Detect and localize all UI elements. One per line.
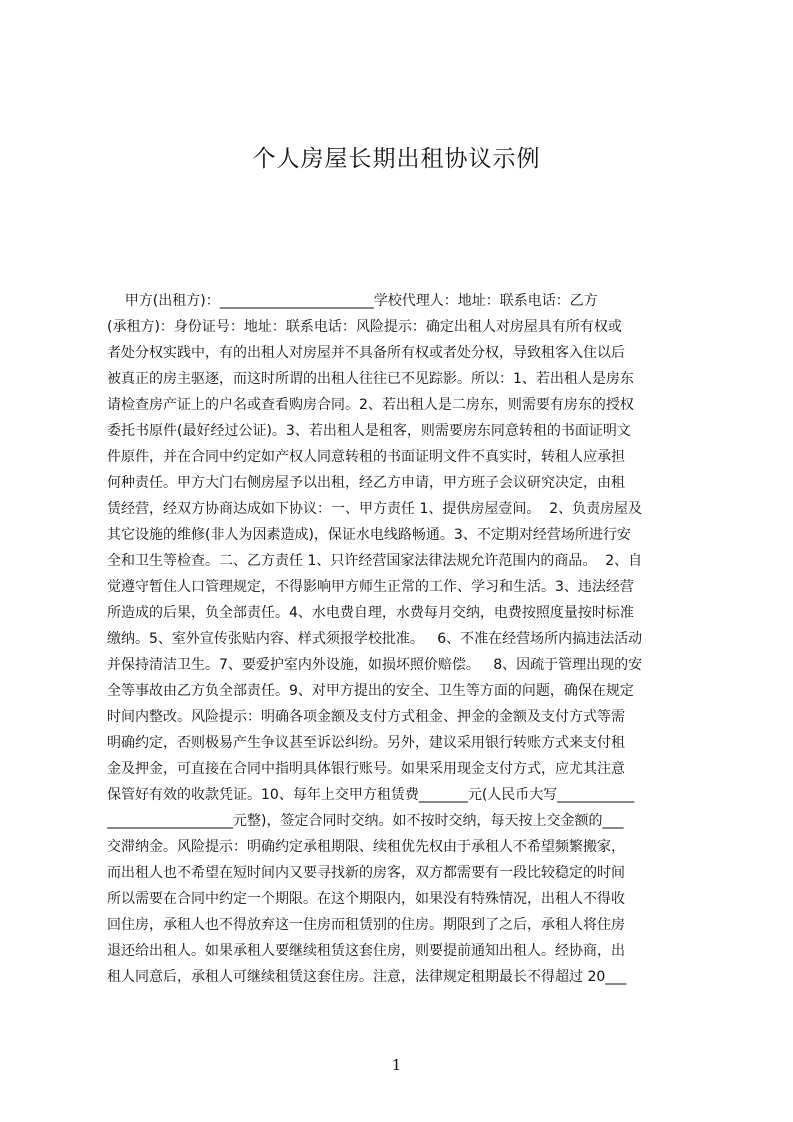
body-line: 全等事故由乙方负全部责任。9、对甲方提出的安全、卫生等方面的问题，确保在规定 <box>107 683 634 699</box>
body-line: 租人同意后，承租人可继续租赁这套住房。注意，法律规定租期最长不得超过 20___ <box>107 969 627 985</box>
body-line: __________________元整)，签定合同时交纳。如不按时交纳，每天按上交金额的___ <box>107 813 624 829</box>
body-line: 时间内整改。风险提示：明确各项金额及支付方式租金、押金的金额及支付方式等需 <box>107 709 625 725</box>
body-line: 何种责任。甲方大门右侧房屋予以出租，经乙方申请，甲方班子会议研究决定，由租 <box>107 475 625 491</box>
body-line: 觉遵守暂住人口管理规定，不得影响甲方师生正常的工作、学习和生活。3、违法经营 <box>107 579 634 595</box>
body-line: 委托书原件(最好经过公证)。3、若出租人是租客，则需要房东同意转租的书面证明文 <box>107 423 631 439</box>
body-line: 甲方(出租方)：______________________学校代理人：地址：联系电话：乙方 <box>107 293 598 309</box>
body-line: 被真正的房主驱逐，而这时所谓的出租人往往已不见踪影。所以：1、若出租人是房东 <box>107 371 634 387</box>
body-line: 赁经营，经双方协商达成如下协议：一、甲方责任 1、提供房屋壹间。 2、负责房屋及 <box>107 501 643 517</box>
body-line: 全和卫生等检查。二、乙方责任 1、只许经营国家法律法规允许范围内的商品。 2、自 <box>107 553 643 569</box>
body-line: 保管好有效的收款凭证。10、每年上交甲方租赁费_______元(人民币大写___________ <box>107 787 635 803</box>
body-line: 明确约定，否则极易产生争议甚至诉讼纠纷。另外，建议采用银行转账方式来支付租 <box>107 735 625 751</box>
body-line: 而出租人也不希望在短时间内又要寻找新的房客，双方都需要有一段比较稳定的时间 <box>107 865 625 881</box>
body-line: 所造成的后果，负全部责任。4、水电费自理，水费每月交纳，电费按照度量按时标准 <box>107 605 634 621</box>
body-line: 回住房，承租人也不得放弃这一住房而租赁别的住房。期限到了之后，承租人将住房 <box>107 917 625 933</box>
body-line: 其它设施的维修(非人为因素造成)，保证水电线路畅通。3、不定期对经营场所进行安 <box>107 527 631 543</box>
body-line: 金及押金，可直接在合同中指明具体银行账号。如果采用现金支付方式，应尤其注意 <box>107 761 625 777</box>
body-line: 交滞纳金。风险提示：明确约定承租期限、续租优先权由于承租人不希望频繁搬家， <box>107 839 625 855</box>
body-line: 者处分权实践中，有的出租人对房屋并不具备所有权或者处分权，导致租客入住以后 <box>107 345 625 361</box>
page-number: 1 <box>391 1056 402 1074</box>
page-title: 个人房屋长期出租协议示例 <box>252 146 541 172</box>
agreement-body <box>107 291 699 1031</box>
body-line: 所以需要在合同中约定一个期限。在这个期限内，如果没有特殊情况，出租人不得收 <box>107 891 625 907</box>
body-line: 件原件，并在合同中约定如产权人同意转租的书面证明文件不真实时，转租人应承担 <box>107 449 625 465</box>
body-line: 退还给出租人。如果承租人要继续租赁这套住房，则要提前通知出租人。经协商，出 <box>107 943 625 959</box>
body-line: 请检查房产证上的户名或查看购房合同。2、若出租人是二房东，则需要有房东的授权 <box>107 397 634 413</box>
body-line: (承租方)：身份证号：地址：联系电话：风险提示：确定出租人对房屋具有所有权或 <box>107 319 622 335</box>
body-line: 并保持清洁卫生。7、要爱护室内外设施，如损坏照价赔偿。 8、因疏于管理出现的安 <box>107 657 643 673</box>
body-line: 缴纳。5、室外宣传张贴内容、样式须报学校批准。 6、不准在经营场所内搞违法活动 <box>107 631 643 647</box>
